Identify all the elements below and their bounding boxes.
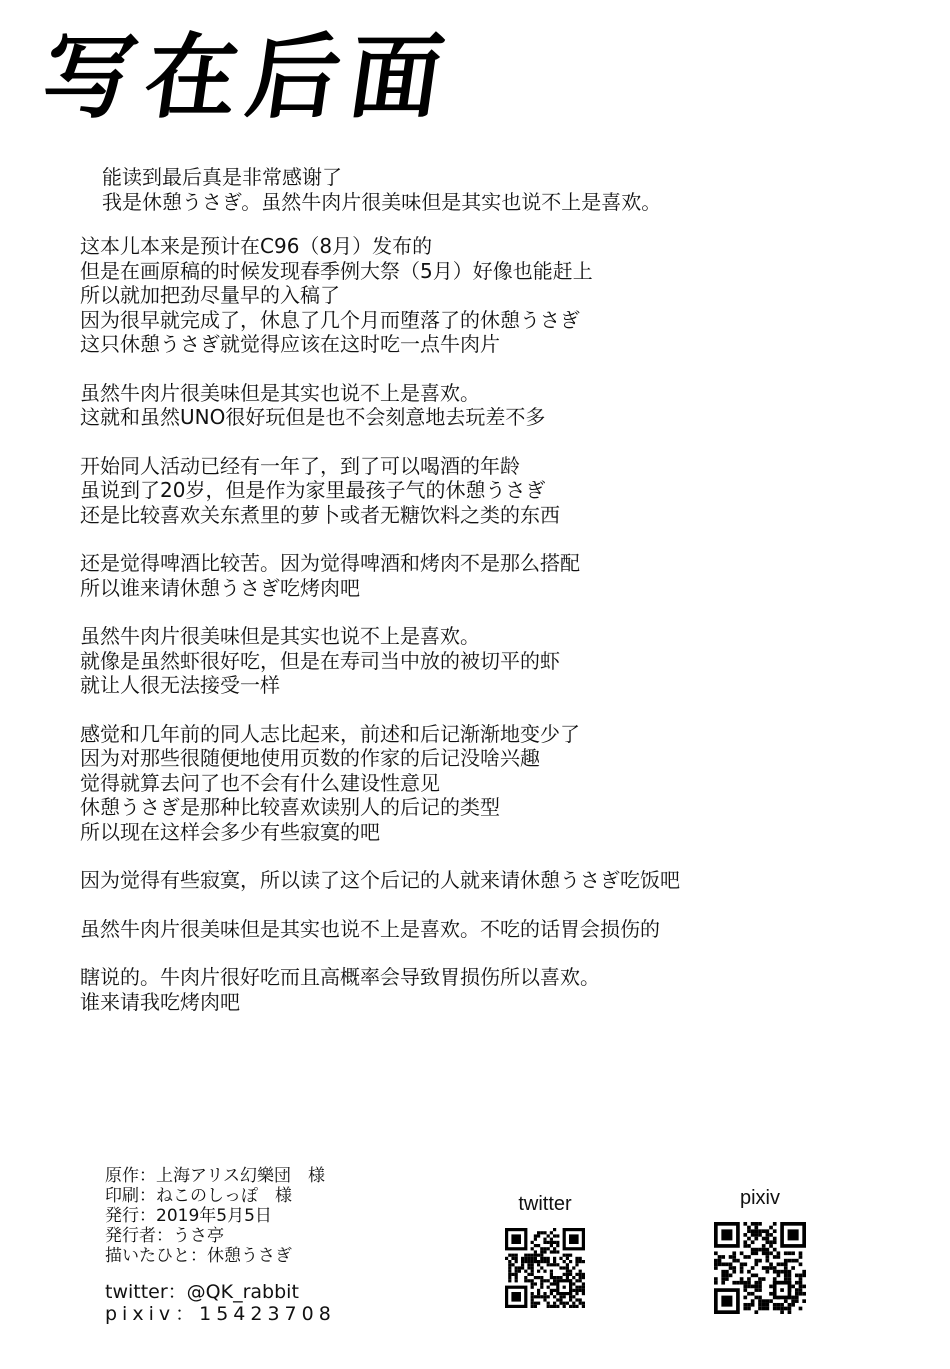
pixiv-qr-block: [710, 1186, 810, 1314]
text-line: 开始同人活动已经有一年了，到了可以喝酒的年龄: [80, 453, 520, 478]
text-line: 这只休憩うさぎ就觉得应该在这时吃一点牛肉片: [80, 332, 500, 356]
colophon: [105, 1166, 325, 1266]
text-line: 休憩うさぎ是那种比较喜欢读别人的后记的类型: [80, 795, 500, 819]
paragraph-6: [80, 624, 880, 698]
text-line: 虽然牛肉片很美味但是其实也说不上是喜欢。: [80, 624, 480, 648]
colophon-original-work: 原作：上海アリス幻樂団 様: [105, 1166, 325, 1186]
text-line: 但是在画原稿的时候发现春季例大祭（5月）好像也能赶上: [80, 258, 593, 283]
paragraph-1: [80, 165, 880, 214]
paragraph-8: [80, 868, 880, 893]
text-line: 所以谁来请休憩うさぎ吃烤肉吧: [80, 575, 360, 600]
twitter-qr-label: twitter: [518, 1193, 572, 1215]
paragraph-7: [80, 722, 880, 845]
text-line: 虽说到了20岁，但是作为家里最孩子气的休憩うさぎ: [80, 478, 546, 502]
text-line: 感觉和几年前的同人志比起来，前述和后记渐渐地变少了: [80, 721, 580, 746]
text-line: 因为觉得有些寂寞，所以读了这个后记的人就来请休憩うさぎ吃饭吧: [80, 868, 680, 892]
text-line: 这就和虽然UNO很好玩但是也不会刻意地去玩差不多: [80, 405, 546, 429]
colophon-printing: 印刷：ねこのしっぽ 様: [105, 1186, 292, 1206]
twitter-handle: twitter：@QK_rabbit: [105, 1281, 299, 1303]
text-line: 谁来请我吃烤肉吧: [80, 989, 240, 1014]
text-line: 虽然牛肉片很美味但是其实也说不上是喜欢。: [80, 380, 480, 405]
text-line: 就像是虽然虾很好吃，但是在寿司当中放的被切平的虾: [80, 648, 560, 673]
text-line: 所以就加把劲尽量早的入稿了: [80, 283, 340, 307]
twitter-qr-block: [503, 1192, 587, 1308]
text-line: 因为对那些很随便地使用页数的作家的后记没啥兴趣: [80, 746, 540, 770]
paragraph-2: [80, 234, 880, 357]
text-line: 虽然牛肉片很美味但是其实也说不上是喜欢。不吃的话胃会损伤的: [80, 916, 660, 941]
text-line: 还是觉得啤酒比较苦。因为觉得啤酒和烤肉不是那么搭配: [80, 551, 580, 575]
text-line: 能读到最后真是非常感谢了: [102, 165, 342, 189]
pixiv-qr-code-icon[interactable]: [714, 1222, 806, 1314]
paragraph-5: [80, 551, 880, 600]
pixiv-id: pixiv：15423708: [105, 1303, 336, 1325]
paragraph-4: [80, 454, 880, 528]
text-line: 我是休憩うさぎ。虽然牛肉片很美味但是其实也说不上是喜欢。: [102, 189, 662, 214]
afterword-body: [80, 165, 880, 1038]
paragraph-9: [80, 917, 880, 942]
social-handles: [105, 1281, 336, 1325]
page-title: 写在后面: [36, 23, 460, 131]
text-line: 瞎说的。牛肉片很好吃而且高概率会导致胃损伤所以喜欢。: [80, 965, 600, 989]
text-line: 这本儿本来是预计在C96（8月）发布的: [80, 234, 433, 258]
text-line: 所以现在这样会多少有些寂寞的吧: [80, 819, 380, 844]
pixiv-qr-label: pixiv: [739, 1187, 780, 1209]
colophon-issue-date: 発行：2019年5月5日: [105, 1206, 272, 1226]
text-line: 因为很早就完成了，休息了几个月而堕落了的休憩うさぎ: [80, 307, 580, 332]
paragraph-3: [80, 381, 880, 430]
colophon-publisher: 発行者：うさ亭: [105, 1226, 224, 1246]
text-line: 还是比较喜欢关东煮里的萝卜或者无糖饮料之类的东西: [80, 502, 560, 527]
colophon-artist: 描いたひと：休憩うさぎ: [105, 1246, 292, 1266]
paragraph-10: [80, 965, 880, 1014]
twitter-qr-code-icon[interactable]: [505, 1228, 585, 1308]
text-line: 就让人很无法接受一样: [80, 673, 280, 697]
text-line: 觉得就算去问了也不会有什么建设性意见: [80, 770, 440, 795]
